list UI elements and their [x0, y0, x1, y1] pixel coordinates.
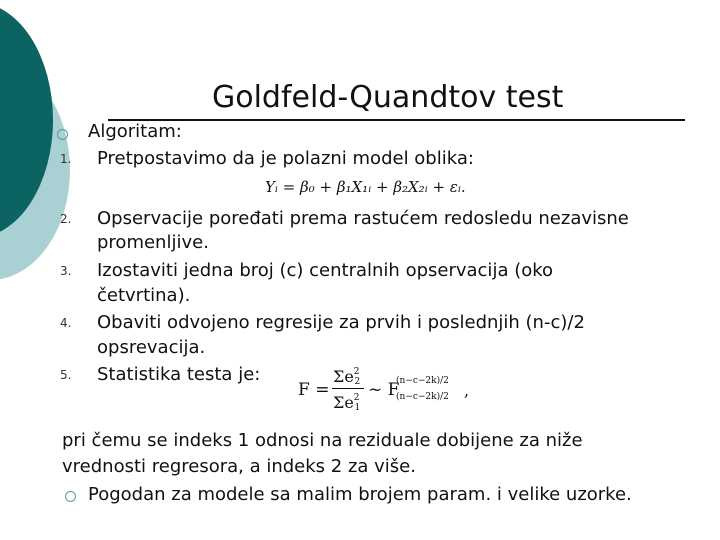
bottom-bullet-text: Pogodan za modele sa malim brojem param. i velike uzorke.: [88, 484, 632, 505]
f-lhs: F =: [298, 380, 330, 400]
f-df-top: (n−c−2k)/2: [396, 376, 449, 386]
f-distribution: ~ F: [368, 380, 400, 400]
page-title: Goldfeld-Quandtov test: [212, 80, 564, 115]
decorative-left-shapes: [0, 0, 80, 300]
f-numerator: $\Sigma e^22$: [333, 367, 361, 387]
para-line1: pri čemu se indeks 1 odnosi na reziduale dobijene za niže: [62, 430, 583, 451]
f-tail: ,: [464, 381, 470, 400]
item-5-number: 5.: [60, 368, 72, 382]
item-4-line2: opsrevacija.: [97, 337, 206, 358]
item-4-number: 4.: [60, 316, 72, 330]
item-3-line2: četvrtina).: [97, 285, 191, 306]
item-5-text: Statistika testa je:: [97, 364, 261, 385]
fraction-bar: [332, 388, 364, 389]
item-4-line1: Obaviti odvojeno regresije za prvih i poslednjih (n-c)/2: [97, 312, 585, 333]
item-2-line1: Opservacije poređati prema rastućem redosledu nezavisne: [97, 208, 629, 229]
para-line2: vrednosti regresora, a indeks 2 za više.: [62, 456, 416, 477]
model-formula: Yᵢ = β₀ + β₁X₁ᵢ + β₂X₂ᵢ + εᵢ.: [265, 178, 466, 196]
item-1-text: Pretpostavimo da je polazni model oblika:: [97, 148, 474, 169]
circle-bullet-icon: [65, 491, 76, 502]
title-underline: [108, 119, 685, 121]
item-2-line2: promenljive.: [97, 232, 209, 253]
item-1-number: 1.: [60, 152, 72, 166]
f-denominator: $\Sigma e^21$: [333, 393, 361, 413]
algoritam-label: Algoritam:: [88, 121, 182, 142]
item-3-number: 3.: [60, 264, 72, 278]
circle-bullet-icon: [57, 129, 68, 140]
item-2-number: 2.: [60, 212, 72, 226]
f-df-bottom: (n−c−2k)/2: [396, 392, 449, 402]
item-3-line1: Izostaviti jedna broj (c) centralnih opservacija (oko: [97, 260, 554, 281]
